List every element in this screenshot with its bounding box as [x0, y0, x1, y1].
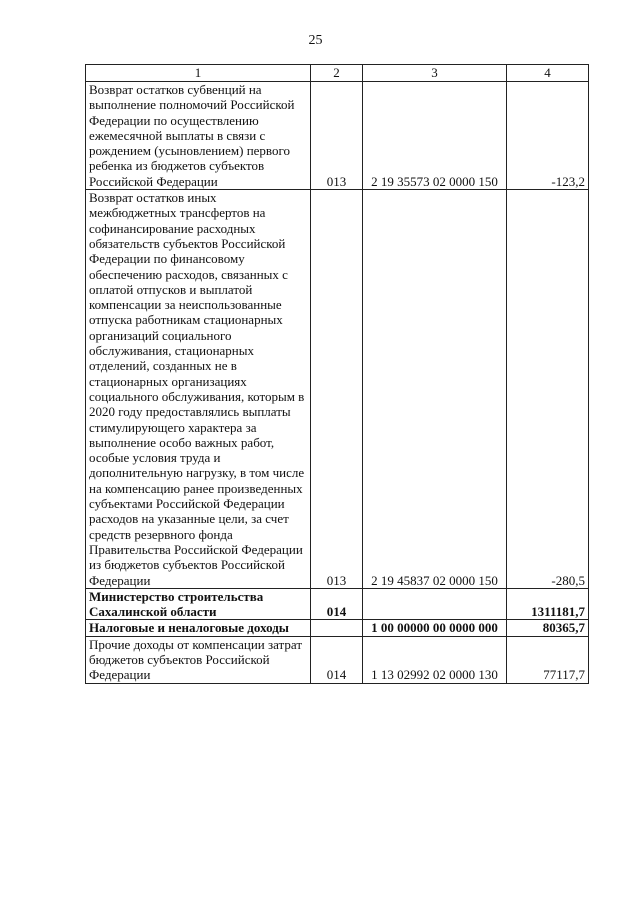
- table-row: [86, 190, 589, 589]
- row-budget-code: 1 00 00000 00 0000 000: [363, 620, 507, 636]
- row-admin-code: 013: [311, 190, 363, 589]
- row-name: Министерство строительства Сахалинской области: [86, 588, 311, 620]
- table-row: [86, 620, 589, 636]
- row-budget-code: 2 19 35573 02 0000 150: [363, 82, 507, 190]
- row-amount: 80365,7: [507, 620, 589, 636]
- row-admin-code: 014: [311, 588, 363, 620]
- table-row: [86, 636, 589, 683]
- row-budget-code: 2 19 45837 02 0000 150: [363, 190, 507, 589]
- row-budget-code: 1 13 02992 02 0000 130: [363, 636, 507, 683]
- row-name: Возврат остатков субвенций на выполнение полномочий Российской Федерации по осуществлению ежемесячной выплаты в связи с рождением (усыновлением) первого ребенка из бюджетов субъектов Российской Федерации: [86, 82, 311, 190]
- row-admin-code: 014: [311, 636, 363, 683]
- revenue-table: [85, 64, 589, 684]
- row-name: Налоговые и неналоговые доходы: [86, 620, 311, 636]
- column-header-2: 2: [311, 65, 363, 82]
- row-budget-code: [363, 588, 507, 620]
- column-header-3: 3: [363, 65, 507, 82]
- row-admin-code: [311, 620, 363, 636]
- column-header-1: 1: [86, 65, 311, 82]
- row-admin-code: 013: [311, 82, 363, 190]
- row-amount: -123,2: [507, 82, 589, 190]
- table-header-row: [86, 65, 589, 82]
- page-number: 25: [308, 33, 323, 48]
- column-header-4: 4: [507, 65, 589, 82]
- row-name: Прочие доходы от компенсации затрат бюджетов субъектов Российской Федерации: [86, 636, 311, 683]
- row-amount: 77117,7: [507, 636, 589, 683]
- table-row: [86, 82, 589, 190]
- row-name: Возврат остатков иных межбюджетных трансфертов на софинансирование расходных обязательств субъектов Российской Федерации по финансовому обеспечению расходов, связанных с оплатой отпусков и выплатой компенсации за неиспользованные отпуска работникам стационарных организаций социального обслуживания, стационарных отделений, созданных не в стационарных организациях социального обслуживания, которым в 2020 году предоставлялись выплаты стимулирующего характера за выполнение особо важных работ, особые условия труда и дополнительную нагрузку, в том числе на компенсацию ранее произведенных субъектами Российской Федерации расходов на указанные цели, за счет средств резервного фонда Правительства Российской Федерации из бюджетов субъектов Российской Федерации: [86, 190, 311, 589]
- row-amount: 1311181,7: [507, 588, 589, 620]
- row-amount: -280,5: [507, 190, 589, 589]
- table-row: [86, 588, 589, 620]
